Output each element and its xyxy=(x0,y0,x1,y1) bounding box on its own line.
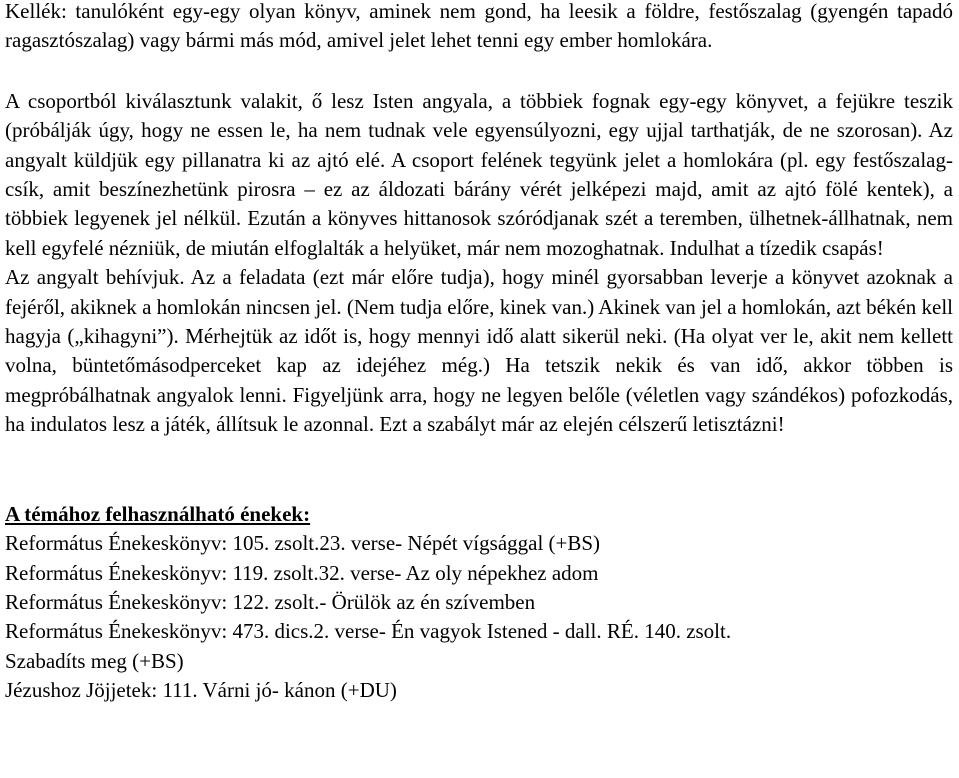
game-setup-paragraph: A csoportból kiválasztunk valakit, ő lesz Isten angyala, a többiek fognak egy-egy könyvet, a fejükre teszik (próbálják úgy, hogy ne essen le, ha nem tudnak vele egyensúlyozni, egy ujjal tarthatják, de ne szorosan). Az angyalt küldjük egy pillanatra ki az ajtó elé. A csoport felének tegyünk jelet a homlokára (pl. egy festőszalag-csík, amit beszínezhetünk pirosra – ez az áldozati bárány vérét jelképezi majd, amit az ajtó fölé kentek), a többiek legyenek jel nélkül. Ezután a könyves hittanosok szóródjanak szét a teremben, ülhetnek-állhatnak, nem kell egyfelé nézniük, de miután elfoglalták a helyüket, már nem mozoghatnak. Indulhat a tízedik csapás! xyxy=(5,88,953,260)
song-item: Szabadíts meg (+BS) xyxy=(5,648,184,673)
songs-heading: A témához felhasználható énekek: xyxy=(5,501,311,526)
songs-list xyxy=(5,529,953,705)
song-item: Református Énekeskönyv: 119. zsolt.32. verse- Az oly népekhez adom xyxy=(5,560,599,585)
song-item: Református Énekeskönyv: 105. zsolt.23. verse- Népét vígsággal (+BS) xyxy=(5,531,601,556)
game-rules-paragraph: Az angyalt behívjuk. Az a feladata (ezt már előre tudja), hogy minél gyorsabban leverje a könyvet azoknak a fejéről, akiknek a homlokán nincsen jel. (Nem tudja előre, kinek van.) Akinek van jel a homlokán, azt békén kell hagyja („kihagyni”). Mérhejtük az időt is, hogy mennyi idő alatt sikerül neki. (Ha olyat ver le, akit nem kellett volna, büntetőmásodperceket kap az idejéhez még.) Ha tetszik nekik és van idő, akkor többen is megpróbálhatnak angyalok lenni. Figyeljünk arra, hogy ne legyen belőle (véletlen vagy szándékos) pofozkodás, ha indulatos lesz a játék, állítsuk le azonnal. Ezt a szabályt már az elején célszerű letisztázni! xyxy=(5,265,953,437)
song-item: Református Énekeskönyv: 122. zsolt.- Örülök az én szívemben xyxy=(5,589,536,614)
song-item: Jézushoz Jöjjetek: 111. Várni jó- kánon (+DU) xyxy=(5,678,397,703)
document-page xyxy=(5,0,953,706)
song-item: Református Énekeskönyv: 473. dics.2. verse- Én vagyok Istened - dall. RÉ. 140. zsolt. xyxy=(5,619,732,644)
props-paragraph: Kellék: tanulóként egy-egy olyan könyv, aminek nem gond, ha leesik a földre, festőszalag (gyengén tapadó ragasztószalag) vagy bármi más mód, amivel jelet lehet tenni egy ember homlokára. xyxy=(5,0,953,53)
songs-section xyxy=(5,500,953,706)
paragraph-spacer xyxy=(5,56,953,87)
section-spacer xyxy=(5,440,953,500)
